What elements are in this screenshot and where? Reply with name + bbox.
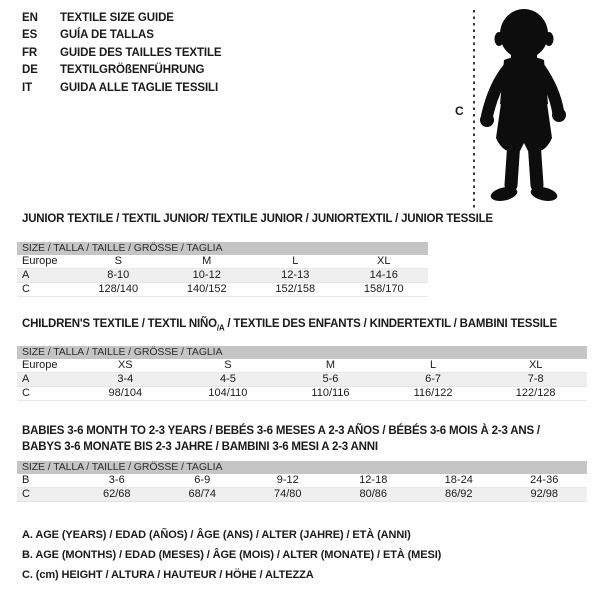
height-cell: 152/158 (275, 283, 316, 295)
guide-title-fr: GUIDE DES TAILLES TEXTILE (60, 46, 222, 59)
size-cell: M (202, 255, 212, 267)
language-row-it (22, 79, 222, 97)
babies-section-title-line1: BABIES 3-6 MONTH TO 2-3 YEARS / BEBÉS 3-6 MESES A 2-3 AÑOS / BÉBÉS 3-6 MOIS À 2-3 ANS / (22, 425, 540, 437)
footnote-height: C. (cm) HEIGHT / ALTURA / HAUTEUR / HÖHE / ALTEZZA (22, 569, 314, 581)
height-cell: 116/122 (413, 387, 453, 399)
table-row-height (17, 488, 587, 502)
age-cell: 8-10 (107, 269, 130, 281)
months-cell: 24-36 (530, 474, 559, 486)
children-title-pre: CHILDREN'S TEXTILE / TEXTIL NIÑO (22, 318, 217, 330)
language-code: FR (22, 46, 38, 59)
language-row-de (22, 62, 222, 80)
age-cell: 7-8 (527, 373, 544, 385)
baby-silhouette-image (478, 8, 570, 208)
row-label: Europe (22, 255, 58, 267)
size-header-bar: SIZE / TALLA / TAILLE / GRÖSSE / TAGLIA (17, 242, 428, 255)
row-label: Europe (22, 359, 58, 371)
height-cell: 104/110 (208, 387, 248, 399)
size-cell: XL (528, 359, 543, 371)
footnote-age-months: B. AGE (MONTHS) / EDAD (MESES) / ÂGE (MOIS) / ALTER (MONATE) / ETÀ (MESI) (22, 549, 442, 561)
height-cell: 140/152 (186, 283, 227, 295)
children-section-title (22, 318, 557, 332)
table-row-europe (17, 255, 428, 269)
height-cell: 158/170 (363, 283, 404, 295)
size-cell: XS (117, 359, 133, 371)
language-title-list (22, 9, 222, 97)
age-cell: 6-7 (425, 373, 442, 385)
height-measure-label: C (455, 104, 464, 118)
height-cell: 74/80 (273, 488, 302, 500)
height-measure-dotted-line (473, 10, 475, 208)
children-title-post: / TEXTILE DES ENFANTS / KINDERTEXTIL / BAMBINI TESSILE (224, 318, 557, 330)
row-label: B (22, 474, 30, 486)
age-cell: 3-4 (117, 373, 134, 385)
months-cell: 6-9 (194, 474, 211, 486)
months-cell: 12-18 (359, 474, 388, 486)
age-cell: 12-13 (281, 269, 310, 281)
age-cell: 5-6 (322, 373, 339, 385)
row-label: A (22, 269, 30, 281)
row-label: A (22, 373, 30, 385)
height-cell: 80/86 (359, 488, 388, 500)
junior-size-table (17, 242, 428, 297)
table-row-height (17, 283, 428, 297)
height-cell: 110/116 (311, 387, 350, 399)
height-cell: 122/128 (515, 387, 556, 399)
babies-section-title-line2: BABYS 3-6 MONATE BIS 2-3 JAHRE / BAMBINI 3-6 MESI A 2-3 ANNI (22, 441, 378, 453)
size-cell: S (114, 255, 122, 267)
age-cell: 4-5 (219, 373, 236, 385)
language-code: EN (22, 11, 38, 24)
language-code: IT (22, 81, 33, 94)
language-code: ES (22, 29, 38, 42)
months-cell: 18-24 (444, 474, 473, 486)
legend-footnotes (22, 529, 441, 589)
row-label: C (22, 488, 30, 500)
guide-title-es: GUÍA DE TALLAS (60, 29, 154, 42)
children-title-sub: /A (216, 323, 225, 333)
size-cell: L (430, 359, 437, 371)
row-label: C (22, 283, 30, 295)
size-header-bar: SIZE / TALLA / TAILLE / GRÖSSE / TAGLIA (17, 461, 587, 474)
junior-section-title: JUNIOR TEXTILE / TEXTIL JUNIOR/ TEXTILE JUNIOR / JUNIORTEXTIL / JUNIOR TESSILE (22, 213, 493, 225)
language-row-fr (22, 44, 222, 62)
age-cell: 10-12 (192, 269, 221, 281)
table-row-months (17, 474, 587, 488)
size-header-bar: SIZE / TALLA / TAILLE / GRÖSSE / TAGLIA (17, 346, 587, 359)
size-cell: XL (377, 255, 391, 267)
table-row-europe (17, 359, 587, 373)
language-row-en (22, 9, 222, 27)
guide-title-en: TEXTILE SIZE GUIDE (60, 11, 174, 24)
height-cell: 62/68 (102, 488, 131, 500)
months-cell: 3-6 (108, 474, 125, 486)
table-row-age (17, 269, 428, 283)
height-cell: 98/104 (108, 387, 143, 399)
height-cell: 68/74 (188, 488, 217, 500)
language-row-es (22, 27, 222, 45)
size-cell: M (325, 359, 336, 371)
height-cell: 128/140 (98, 283, 139, 295)
guide-title-de: TEXTILGRÖßENFÜHRUNG (60, 64, 205, 77)
table-row-height (17, 387, 587, 401)
months-cell: 9-12 (276, 474, 299, 486)
size-cell: S (224, 359, 232, 371)
language-code: DE (22, 64, 38, 77)
row-label: C (22, 387, 30, 399)
footnote-age-years: A. AGE (YEARS) / EDAD (AÑOS) / ÂGE (ANS) / ALTER (JAHRE) / ETÀ (ANNI) (22, 529, 411, 541)
guide-title-it: GUIDA ALLE TAGLIE TESSILI (60, 81, 219, 94)
size-cell: L (292, 255, 299, 267)
height-cell: 92/98 (530, 488, 559, 500)
children-size-table (17, 346, 587, 401)
babies-size-table (17, 461, 587, 502)
height-cell: 86/92 (444, 488, 473, 500)
table-row-age (17, 373, 587, 387)
age-cell: 14-16 (369, 269, 398, 281)
